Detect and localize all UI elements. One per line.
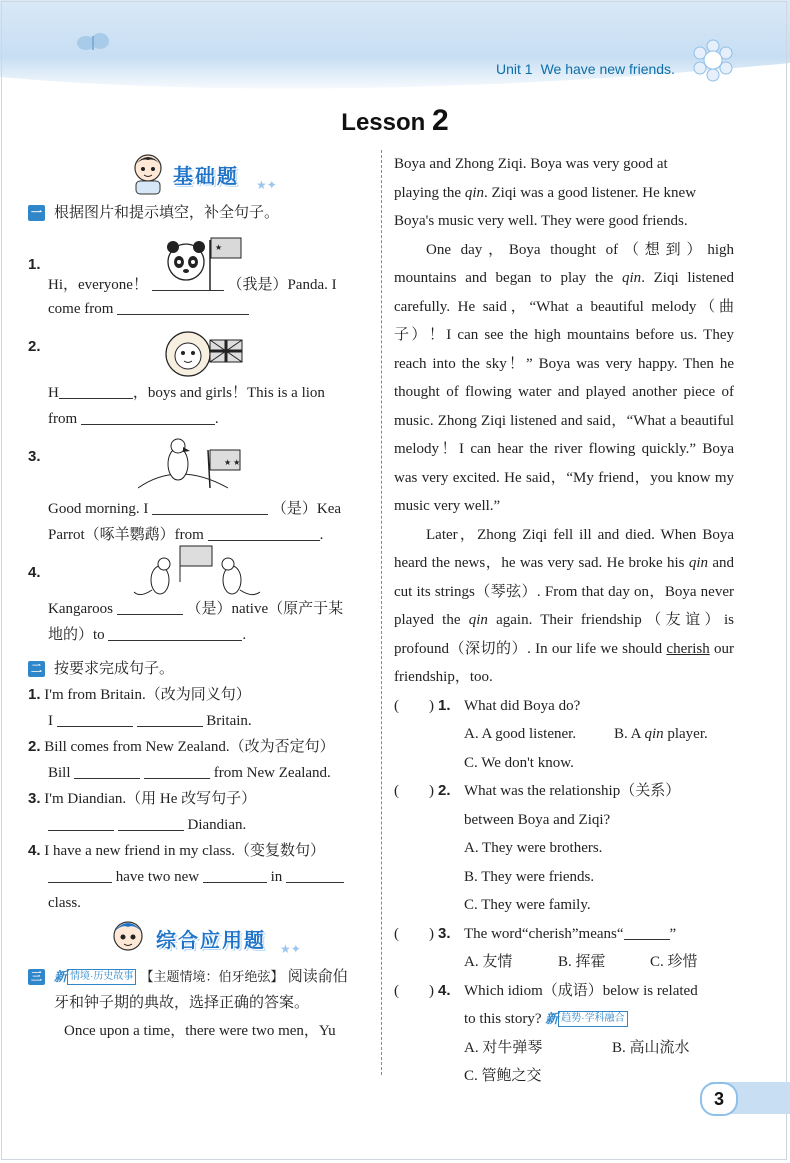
question-text: What did Boya do?: [464, 697, 581, 714]
answer-blank[interactable]: [624, 923, 670, 940]
item-text: H: [48, 385, 59, 401]
answer-blank[interactable]: [117, 298, 249, 315]
passage-text: . Ziqi listened carefully. He said，“What a beautiful melody（曲子）！I can see the high mountains before us. They reach into the sky！” Boya was very happy. Then he thought of flowing water and played another piece of music. Zhong Ziqi listened and said，“What a beautiful melody！I can hear the river flowing quickly.” Boya was very excited. He said，“My friend，you know my music very well.”: [394, 270, 734, 514]
item-text: （是）native（原产于某: [186, 601, 344, 617]
item-text: class.: [48, 895, 81, 911]
passage-line: Boya's music very well. They were good friends.: [394, 213, 688, 229]
answer-blank[interactable]: [74, 762, 140, 779]
option-a[interactable]: A. 友情: [464, 954, 513, 970]
item-number: 3.: [28, 448, 41, 465]
item-text: （是）Kea: [271, 501, 342, 517]
question-text: The word“cherish”means“: [464, 925, 624, 942]
passage-text: playing the: [394, 184, 465, 201]
part3-heading-cont: [28, 990, 373, 1016]
question-number: 1.: [438, 696, 451, 714]
kangaroos-flag-picture: [132, 542, 262, 600]
lesson-number: 2: [432, 104, 449, 137]
option-b[interactable]: B. They were friends.: [464, 868, 595, 885]
answer-blank[interactable]: [117, 598, 183, 615]
item-text: Britain.: [206, 713, 252, 729]
answer-blank[interactable]: [57, 710, 133, 727]
fill-item-4: [28, 556, 373, 656]
star-icons: ★✦: [280, 942, 301, 956]
star-icons: ★✦: [256, 178, 277, 192]
option-a[interactable]: A. They were brothers.: [464, 840, 603, 856]
part1-badge: 一: [28, 205, 45, 221]
question-3: [394, 920, 734, 977]
rewrite-item-1: [28, 682, 373, 734]
answer-blank[interactable]: [48, 866, 112, 883]
passage-text: . Ziqi was a good listener. He knew: [484, 184, 697, 201]
item-text: Parrot（啄羊鹦鹉）from: [48, 527, 204, 543]
theme-label: 【主题情境：伯牙绝弦】: [140, 969, 284, 984]
new-tag: 新: [545, 1011, 559, 1026]
item-text: Bill: [48, 765, 71, 781]
passage-paragraph-3: [394, 521, 734, 692]
trend-tag: 趋势·学科融合: [558, 1011, 627, 1027]
question-text: ”: [669, 925, 677, 942]
answer-blank[interactable]: [118, 814, 184, 831]
passage-line: [394, 179, 734, 208]
option-a[interactable]: A. 对牛弹琴: [464, 1039, 543, 1056]
question-number: 2.: [438, 782, 451, 799]
passage-paragraph-1: [394, 150, 734, 236]
rewrite-item-3: [28, 786, 373, 838]
passage-start: [28, 1018, 373, 1044]
item-text: Hi，everyone！: [48, 277, 148, 293]
question-1: [394, 692, 734, 778]
passage-text: again. Their friendship（友谊）is profound（深切的）. In our life we should: [394, 612, 735, 657]
page-number: 3: [700, 1082, 738, 1116]
unit-label: Unit 1: [496, 61, 533, 77]
lesson-label: Lesson: [341, 109, 426, 136]
column-divider: [381, 150, 383, 1075]
option-a[interactable]: A. A good listener.: [464, 726, 577, 742]
right-column: [394, 150, 734, 1091]
item-prompt: Bill comes from New Zealand.（改为否定句）: [44, 739, 335, 755]
part3-instruction: 阅读俞伯: [287, 968, 348, 985]
answer-blank[interactable]: [81, 408, 215, 425]
question-text: to this story?: [464, 1011, 542, 1027]
question-number: 4.: [438, 981, 451, 999]
lesson-title: [0, 104, 790, 138]
part3-heading: [28, 964, 373, 990]
part2-badge: 二: [28, 661, 45, 677]
rewrite-item-2: [28, 734, 373, 786]
answer-paren[interactable]: ( ): [394, 925, 434, 942]
question-number: 3.: [438, 924, 451, 942]
unit-name: We have new friends.: [540, 61, 675, 77]
item-text: ，boys and girls！This is a lion: [132, 385, 325, 401]
item-number: 2.: [28, 338, 41, 355]
kea-parrot-flag-picture: [138, 430, 258, 492]
option-b[interactable]: B. 高山流水: [612, 1039, 690, 1056]
item-text: .: [319, 527, 324, 543]
option-text: B. A: [614, 726, 645, 742]
item-number: 3.: [28, 790, 41, 807]
fill-item-3: [28, 440, 373, 556]
option-c[interactable]: C. 管鲍之交: [464, 1068, 542, 1084]
answer-blank[interactable]: [152, 274, 224, 291]
item-text: 地的）to: [48, 627, 105, 643]
item-text: I: [48, 713, 53, 729]
passage-text: and cut its strings（琴弦）. From that day on，Boya never played the: [394, 555, 735, 628]
passage-line: Boya and Zhong Ziqi. Boya was very good at: [394, 156, 668, 172]
item-text: （我是）Panda. I: [227, 277, 337, 293]
svg-text:★: ★: [215, 243, 223, 252]
item-text: have two new: [115, 869, 200, 885]
qin-word: qin: [688, 555, 708, 571]
lion-flag-picture: [158, 324, 248, 384]
item-text: come from: [48, 301, 114, 317]
answer-blank[interactable]: [152, 498, 268, 515]
item-text: Kangaroos: [48, 601, 113, 617]
part2-heading: [28, 656, 373, 682]
new-tag: 新: [54, 969, 68, 984]
fill-item-2: [28, 330, 373, 440]
part3-badge: 三: [28, 969, 45, 985]
part1-instruction: 根据图片和提示填空，补全句子。: [54, 204, 280, 221]
item-text: in: [270, 869, 283, 885]
passage-text: Later，Zhong Ziqi fell ill and died. When Boya heard the news，he was very sad. He broke his: [394, 526, 734, 571]
part3-instruction-cont: 牙和钟子期的典故，选择正确的答案。: [54, 994, 310, 1011]
question-text: What was the relationship（关系）: [464, 783, 681, 799]
option-b[interactable]: B. 挥霍: [558, 954, 606, 970]
basic-banner: [28, 150, 373, 200]
item-prompt: I have a new friend in my class.（变复数句）: [44, 843, 326, 859]
item-number: 4.: [28, 842, 41, 859]
passage-text: our friendship，too.: [394, 640, 734, 685]
fill-item-1: [28, 226, 373, 330]
qin-word: qin: [622, 270, 642, 286]
qin-word: qin: [464, 184, 484, 201]
option-c[interactable]: C. They were family.: [464, 897, 591, 913]
passage-text: Once upon a time，there were two men，Yu: [64, 1023, 336, 1039]
answer-blank[interactable]: [48, 814, 114, 831]
item-text: .: [242, 627, 247, 643]
qin-word: qin: [468, 612, 488, 628]
answer-blank[interactable]: [108, 624, 242, 641]
question-2: [394, 777, 734, 920]
context-tag: 情境·历史故事: [67, 969, 136, 985]
item-number: 2.: [28, 738, 41, 755]
applied-banner: [28, 916, 373, 964]
rewrite-item-4: [28, 838, 373, 916]
cartoon-kid-icon: [128, 152, 170, 196]
item-text: Good morning. I: [48, 501, 149, 517]
answer-blank[interactable]: [59, 382, 133, 399]
passage-text: One day，Boya thought of（想到）high mountains and began to play the: [394, 241, 734, 286]
item-number: 4.: [28, 564, 41, 581]
answer-blank[interactable]: [137, 710, 203, 727]
option-c[interactable]: C. 珍惜: [650, 954, 698, 970]
question-text: Which idiom（成语）below is related: [464, 982, 698, 999]
item-prompt: I'm Diandian.（用 He 改写句子）: [44, 791, 257, 807]
answer-blank[interactable]: [286, 866, 344, 883]
cherish-word: cherish: [666, 640, 710, 657]
option-c[interactable]: C. We don't know.: [464, 754, 574, 771]
answer-blank[interactable]: [203, 866, 267, 883]
answer-paren[interactable]: ( ): [394, 982, 434, 999]
answer-blank[interactable]: [208, 524, 320, 541]
answer-paren[interactable]: ( ): [394, 783, 434, 799]
left-column: [28, 150, 373, 1044]
basic-banner-title: 基础题: [173, 166, 239, 188]
qin-word: qin: [644, 726, 664, 742]
option-b[interactable]: [614, 720, 708, 749]
applied-banner-title: 综合应用题: [156, 930, 266, 952]
item-prompt: I'm from Britain.（改为同义句）: [44, 687, 251, 703]
svg-text:★ ★: ★ ★: [224, 458, 241, 467]
cartoon-kid-icon: [108, 918, 150, 962]
question-text: between Boya and Ziqi?: [464, 811, 611, 828]
part1-heading: [28, 200, 373, 226]
item-number: 1.: [28, 256, 41, 273]
item-number: 1.: [28, 686, 41, 703]
passage-paragraph-2: [394, 236, 734, 521]
item-text: from New Zealand.: [213, 765, 331, 781]
option-text: player.: [663, 726, 708, 742]
item-text: Diandian.: [187, 817, 247, 833]
item-text: from: [48, 411, 78, 427]
answer-blank[interactable]: [144, 762, 210, 779]
question-4: [394, 977, 734, 1091]
part2-instruction: 按要求完成句子。: [54, 660, 175, 677]
answer-paren[interactable]: ( ): [394, 697, 434, 714]
item-text: .: [214, 411, 219, 427]
